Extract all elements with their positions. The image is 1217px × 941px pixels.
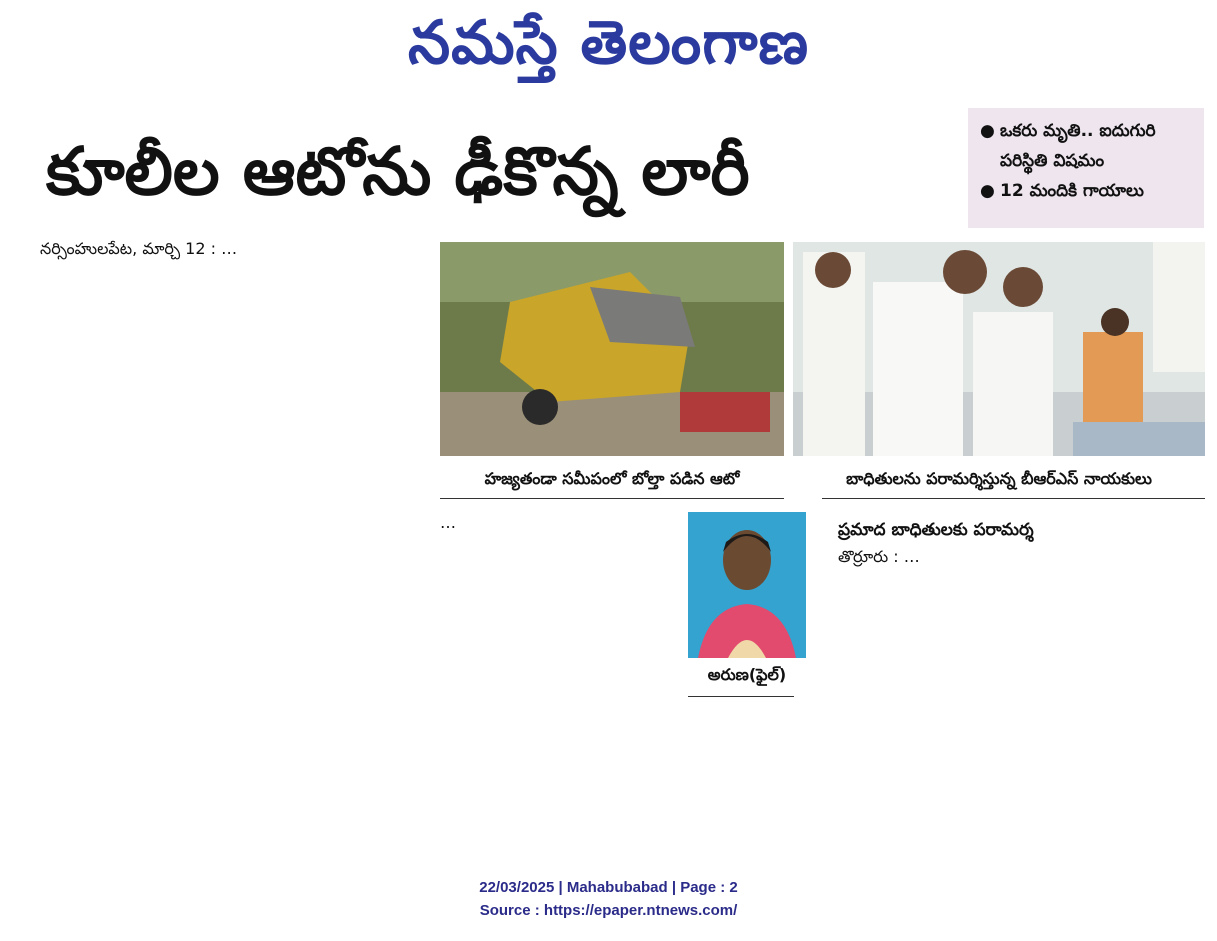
hospital-visit-photo — [793, 242, 1205, 456]
masthead-logo: నమస్తే తెలంగాణ — [407, 8, 810, 78]
highlights-box — [968, 108, 1204, 228]
divider — [822, 498, 1205, 499]
victim-portrait — [688, 512, 806, 658]
article-column-2: … — [440, 513, 456, 532]
auto-accident-photo — [440, 242, 784, 456]
divider — [688, 696, 794, 697]
photo-caption: హజ్యతండా సమీపంలో బోల్తా పడిన ఆటో — [484, 469, 740, 488]
highlight-item: ● ఒకరు మృతి.. ఐదుగురి పరిస్థితి విషమం — [978, 116, 1194, 176]
bullet-icon: ● — [980, 121, 995, 141]
photo-caption: బాధితులను పరామర్శిస్తున్న బీఆర్ఎస్ నాయకులు — [846, 469, 1152, 488]
divider — [440, 498, 784, 499]
article-column-3: తొర్రూరు : … — [838, 547, 920, 566]
photo-caption: అరుణ(ఫైల్) — [707, 665, 787, 684]
footer-date-edition: 22/03/2025 | Mahabubabad | Page : 2 — [479, 879, 738, 896]
article-column-1: నర్సింహులపేట, మార్చి 12 : … — [40, 239, 238, 258]
bullet-icon: ● — [980, 181, 995, 201]
headline: కూలీల ఆటోను ఢీకొన్న లారీ — [46, 133, 750, 210]
subheading: ప్రమాద బాధితులకు పరామర్శ — [838, 520, 1034, 540]
footer-source-link[interactable]: Source : https://epaper.ntnews.com/ — [479, 902, 738, 919]
highlight-item: ● 12 మందికి గాయాలు — [978, 176, 1194, 206]
